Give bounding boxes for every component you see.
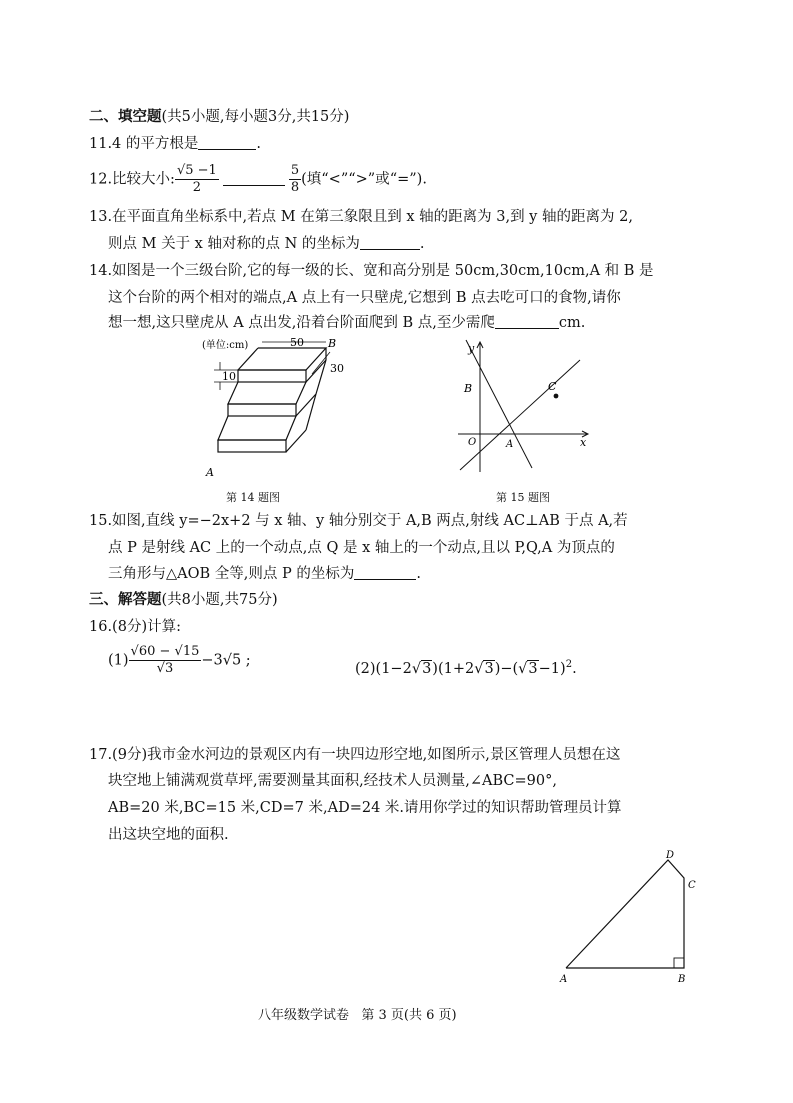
fig14-caption: 第 14 题图 [226,491,280,504]
fig15-x-label: x [580,436,587,449]
fig15-point-c-dot [554,394,559,399]
q16-p2-end: . [572,660,577,677]
fig14-height-label: 10 [222,370,236,383]
q16-p2-c: )−( [494,660,519,677]
figure-15-graph [448,336,598,476]
question-17-line-4: 出这块空地的面积. [108,827,229,843]
figure-17-quadrilateral [556,846,706,986]
fig14-unit-label: (单位:cm) [202,340,249,351]
fig15-point-a: A [506,439,514,450]
fig15-caption: 第 15 题图 [496,491,550,504]
q12-answer-blank[interactable] [223,171,285,186]
question-17-line-2: 块空地上铺满观赏草坪,需要测量其面积,经技术人员测量,∠ABC=90°, [108,773,557,789]
fig15-y-label: y [468,342,475,355]
question-15-line-2: 点 P 是射线 AC 上的一个动点,点 Q 是 x 轴上的一个动点,且以 P,Q,A 为顶点的 [108,540,615,556]
q16-part-2: $(2)(1-2√3)(1+2√3)-(√3-1)^2$. [355,659,577,677]
q14-unit: cm. [558,315,586,331]
q12-frac2-denominator: 8 [290,180,300,195]
section-3-title: 三、解答题 [89,591,162,608]
fig15-origin-label: O [468,437,477,448]
page-footer: 八年级数学试卷 第 3 页(共 6 页) [258,1008,457,1023]
q12-frac1-denominator: 2 [192,180,202,195]
q14-answer-blank[interactable] [495,314,559,329]
q16-p1-tail: −3√5 ; [201,652,251,669]
q16-p1-numerator: √60 − √15 [130,644,200,659]
q15-end: . [416,566,421,582]
fig17-point-c: C [688,880,696,891]
fig17-point-d: D [666,850,675,861]
fig14-point-b: B [328,337,337,350]
q11-text: 11.4 的平方根是 [89,136,199,152]
q16-p1-label: (1) [108,652,129,669]
q16-p2-rad3: 3 [528,660,538,677]
question-11 [89,135,261,153]
q12-fraction-1 [175,163,219,196]
q13-end: . [419,236,425,252]
question-16-head: 16.(8分)计算: [89,619,181,635]
q15-answer-blank[interactable] [354,565,416,580]
q16-p2-rad2: 3 [484,660,494,677]
q16-p2-a: (1−2 [375,660,412,677]
q16-part-1 [108,644,251,677]
section-2-header [89,108,349,126]
q16-p2-rad1: 3 [422,660,432,677]
q16-p2-b: )(1+2 [432,660,475,677]
fig17-point-b: B [678,974,686,985]
q16-p2-label: (2) [355,660,376,677]
fig17-point-a: A [560,974,568,985]
q14-line3-text: 想一想,这只壁虎从 A 点出发,沿着台阶面爬到 B 点,至少需爬 [108,315,495,331]
q16-p2-d: −1) [538,660,566,677]
question-17-line-3: AB=20 米,BC=15 米,CD=7 米,AD=24 米.请用你学过的知识帮助管理员计算 [108,800,622,816]
section-2-title: 二、填空题 [89,108,162,125]
section-2-note: (共5小题,每小题3分,共15分) [161,109,350,125]
q15-line3-text: 三角形与△AOB 全等,则点 P 的坐标为 [108,566,355,582]
section-3-note: (共8小题,共75分) [161,592,278,608]
fig14-width-label: 30 [330,362,344,375]
fig14-point-a: A [206,466,214,479]
fig15-point-b: B [464,382,473,395]
q12-prefix: 12.比较大小: [89,171,175,188]
q11-end: . [256,136,262,152]
fig15-point-c: C [548,380,557,393]
q12-frac2-numerator: 5 [290,163,300,178]
q16-p1-denominator: √3 [156,661,174,676]
question-13-line-1: 13.在平面直角坐标系中,若点 M 在第三象限且到 x 轴的距离为 3,到 y 轴的距离为 2, [89,209,633,225]
q16-p2-exponent: 2 [565,659,573,670]
figure-14-staircase [200,334,360,482]
q11-answer-blank[interactable] [198,135,256,150]
q13-line2-text: 则点 M 关于 x 轴对称的点 N 的坐标为 [108,236,360,252]
q12-frac1-numerator: √5 −1 [176,163,217,178]
question-13-line-2 [108,235,424,253]
q16-p1-fraction [129,644,202,677]
question-17-line-1: 17.(9分)我市金水河边的景观区内有一块四边形空地,如图所示,景区管理人员想在这 [89,747,621,763]
q13-answer-blank[interactable] [360,235,420,250]
q12-fraction-2 [289,163,301,196]
question-14-line-1: 14.如图是一个三级台阶,它的每一级的长、宽和高分别是 50cm,30cm,10cm,A 和 B 是 [89,263,654,279]
question-15-line-3 [108,565,421,583]
q12-suffix: (填“<”“>”或“=”). [301,171,427,188]
question-14-line-2: 这个台阶的两个相对的端点,A 点上有一只壁虎,它想到 B 点去吃可口的食物,请你 [108,290,621,306]
section-3-header [89,591,278,609]
question-15-line-1: 15.如图,直线 y=−2x+2 与 x 轴、y 轴分别交于 A,B 两点,射线 AC⊥AB 于点 A,若 [89,513,628,529]
question-14-line-3 [108,314,585,332]
question-12 [89,163,427,196]
fig14-length-label: 50 [290,336,304,349]
